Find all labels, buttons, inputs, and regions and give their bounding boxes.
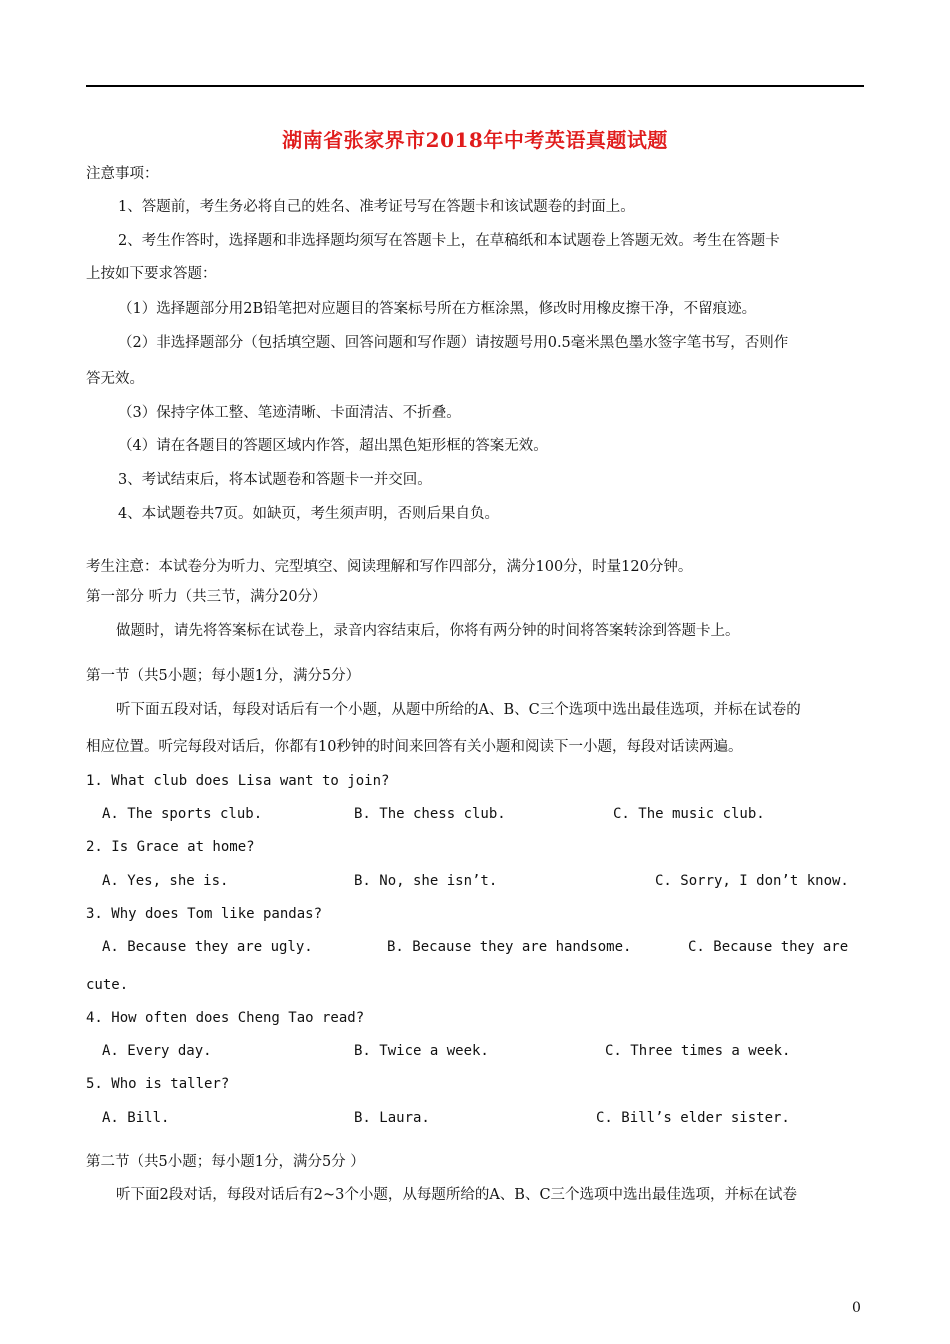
notice-item-4: 4、本试题卷共7页。如缺页，考生须声明，否则后果自负。 [118, 506, 499, 522]
section2-heading: 第二节（共5小题；每小题1分，满分5分 ） [86, 1154, 365, 1170]
q4-option-c: C. Three times a week. [605, 1043, 791, 1059]
question-4: 4. How often does Cheng Tao read? [86, 1010, 365, 1026]
section2-instruction: 听下面2段对话，每段对话后有2~3个小题，从每题所给的A、B、C三个选项中选出最佳选项，并标在试卷 [116, 1187, 798, 1203]
q4-option-a: A. Every day. [102, 1043, 212, 1059]
q5-option-c: C. Bill’s elder sister. [596, 1110, 790, 1126]
notice-item-3: 3、考试结束后，将本试题卷和答题卡一并交回。 [118, 472, 432, 488]
notice-item-2: 2、考生作答时，选择题和非选择题均须写在答题卡上，在草稿纸和本试题卷上答题无效。考生在答题卡 [118, 233, 780, 249]
exam-note: 考生注意：本试卷分为听力、完型填空、阅读理解和写作四部分，满分100分，时量120分钟。 [86, 559, 693, 575]
q3-option-b: B. Because they are handsome. [387, 939, 632, 955]
notice-sub-2: （2）非选择题部分（包括填空题、回答问题和写作题）请按题号用0.5毫米黑色墨水签字笔书写，否则作 [118, 335, 789, 351]
part1-heading: 第一部分 听力（共三节，满分20分） [86, 589, 327, 605]
q3-option-c-cont: cute. [86, 977, 129, 993]
notice-item-2-cont: 上按如下要求答题： [86, 266, 217, 282]
notice-heading: 注意事项： [86, 166, 159, 182]
notice-sub-3: （3）保持字体工整、笔迹清晰、卡面清洁、不折叠。 [118, 405, 461, 421]
q5-option-b: B. Laura. [354, 1110, 430, 1126]
notice-sub-4: （4）请在各题目的答题区域内作答，超出黑色矩形框的答案无效。 [118, 438, 548, 454]
notice-item-1: 1、答题前，考生务必将自己的姓名、准考证号写在答题卡和该试题卷的封面上。 [118, 199, 635, 215]
q2-option-b: B. No, she isn’t. [354, 873, 498, 889]
q2-option-a: A. Yes, she is. [102, 873, 229, 889]
question-1: 1. What club does Lisa want to join? [86, 773, 390, 789]
q3-option-c: C. Because they are [688, 939, 849, 955]
section1-instruction: 听下面五段对话，每段对话后有一个小题，从题中所给的A、B、C三个选项中选出最佳选项，并标在试卷的 [116, 702, 801, 718]
q3-option-a: A. Because they are ugly. [102, 939, 313, 955]
q1-option-b: B. The chess club. [354, 806, 506, 822]
section1-instruction-cont: 相应位置。听完每段对话后，你都有10秒钟的时间来回答有关小题和阅读下一小题，每段对话读两遍。 [86, 739, 743, 755]
part1-instruction: 做题时，请先将答案标在试卷上，录音内容结束后，你将有两分钟的时间将答案转涂到答题卡上。 [116, 623, 740, 639]
q5-option-a: A. Bill. [102, 1110, 170, 1126]
page-title: 湖南省张家界市2018年中考英语真题试题 [282, 128, 668, 152]
q1-option-a: A. The sports club. [102, 806, 263, 822]
q1-option-c: C. The music club. [613, 806, 765, 822]
q2-option-c: C. Sorry, I don’t know. [655, 873, 849, 889]
question-3: 3. Why does Tom like pandas? [86, 906, 323, 922]
question-5: 5. Who is taller? [86, 1076, 230, 1092]
page-number: 0 [852, 1300, 861, 1316]
header-rule [86, 85, 864, 87]
section1-heading: 第一节（共5小题；每小题1分，满分5分） [86, 668, 361, 684]
question-2: 2. Is Grace at home? [86, 839, 255, 855]
notice-sub-1: （1）选择题部分用2B铅笔把对应题目的答案标号所在方框涂黑，修改时用橡皮擦干净，不留痕迹。 [118, 301, 757, 317]
q4-option-b: B. Twice a week. [354, 1043, 489, 1059]
notice-sub-2-cont: 答无效。 [86, 371, 144, 387]
